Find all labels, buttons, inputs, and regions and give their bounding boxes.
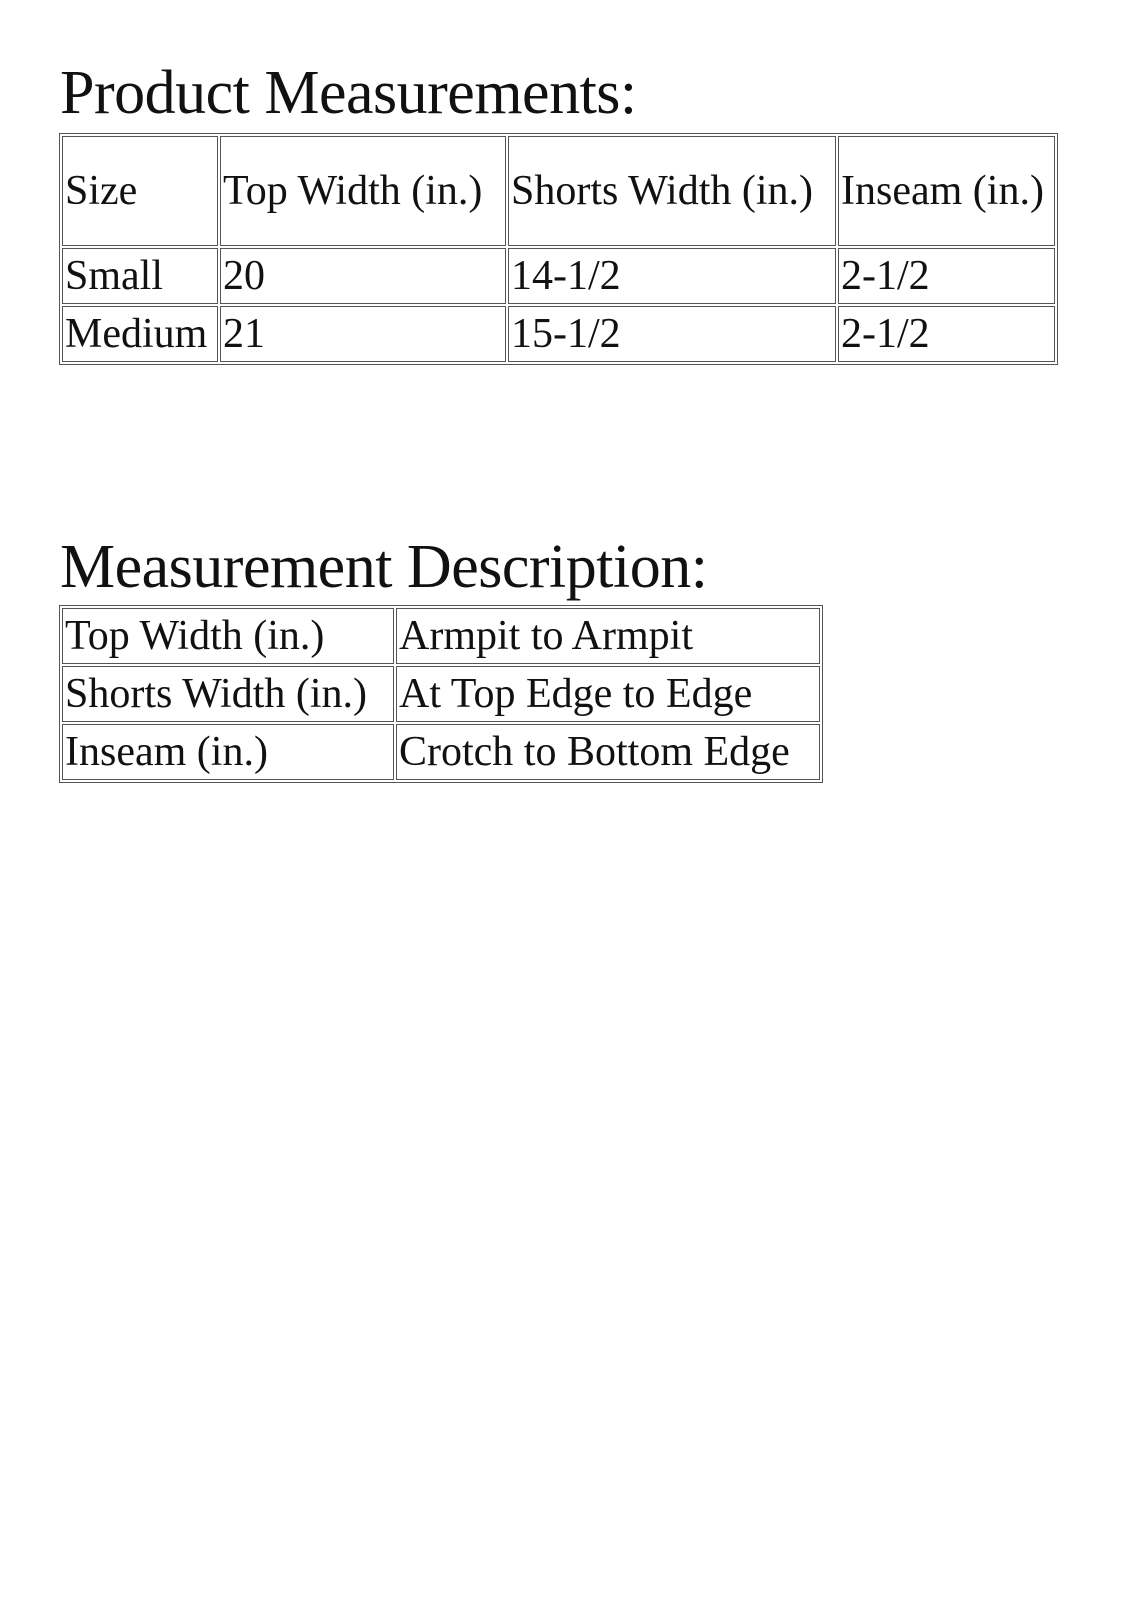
measurement-description-title: Measurement Description: [60,533,708,601]
table-row [62,306,1055,362]
header-cell-top-width: Top Width (in.) [220,136,506,246]
table-row [62,724,820,780]
table-header-row [62,136,1055,246]
measurement-description-table [59,605,823,783]
table-cell: Small [62,248,218,304]
table-cell: 20 [220,248,506,304]
table-row [62,608,820,664]
table-cell: 2-1/2 [838,248,1055,304]
table-row [62,666,820,722]
header-cell-inseam: Inseam (in.) [838,136,1055,246]
table-cell: At Top Edge to Edge [396,666,820,722]
table-row [62,248,1055,304]
table-cell: 2-1/2 [838,306,1055,362]
table-cell: Shorts Width (in.) [62,666,394,722]
table-cell: 14-1/2 [508,248,836,304]
product-measurements-title: Product Measurements: [60,59,637,127]
table-cell: Crotch to Bottom Edge [396,724,820,780]
product-measurements-table [59,133,1058,365]
table-cell: 15-1/2 [508,306,836,362]
table-cell: Top Width (in.) [62,608,394,664]
header-cell-shorts-width: Shorts Width (in.) [508,136,836,246]
table-cell: Armpit to Armpit [396,608,820,664]
table-cell: Inseam (in.) [62,724,394,780]
header-cell-size: Size [62,136,218,246]
table-cell: Medium [62,306,218,362]
table-cell: 21 [220,306,506,362]
